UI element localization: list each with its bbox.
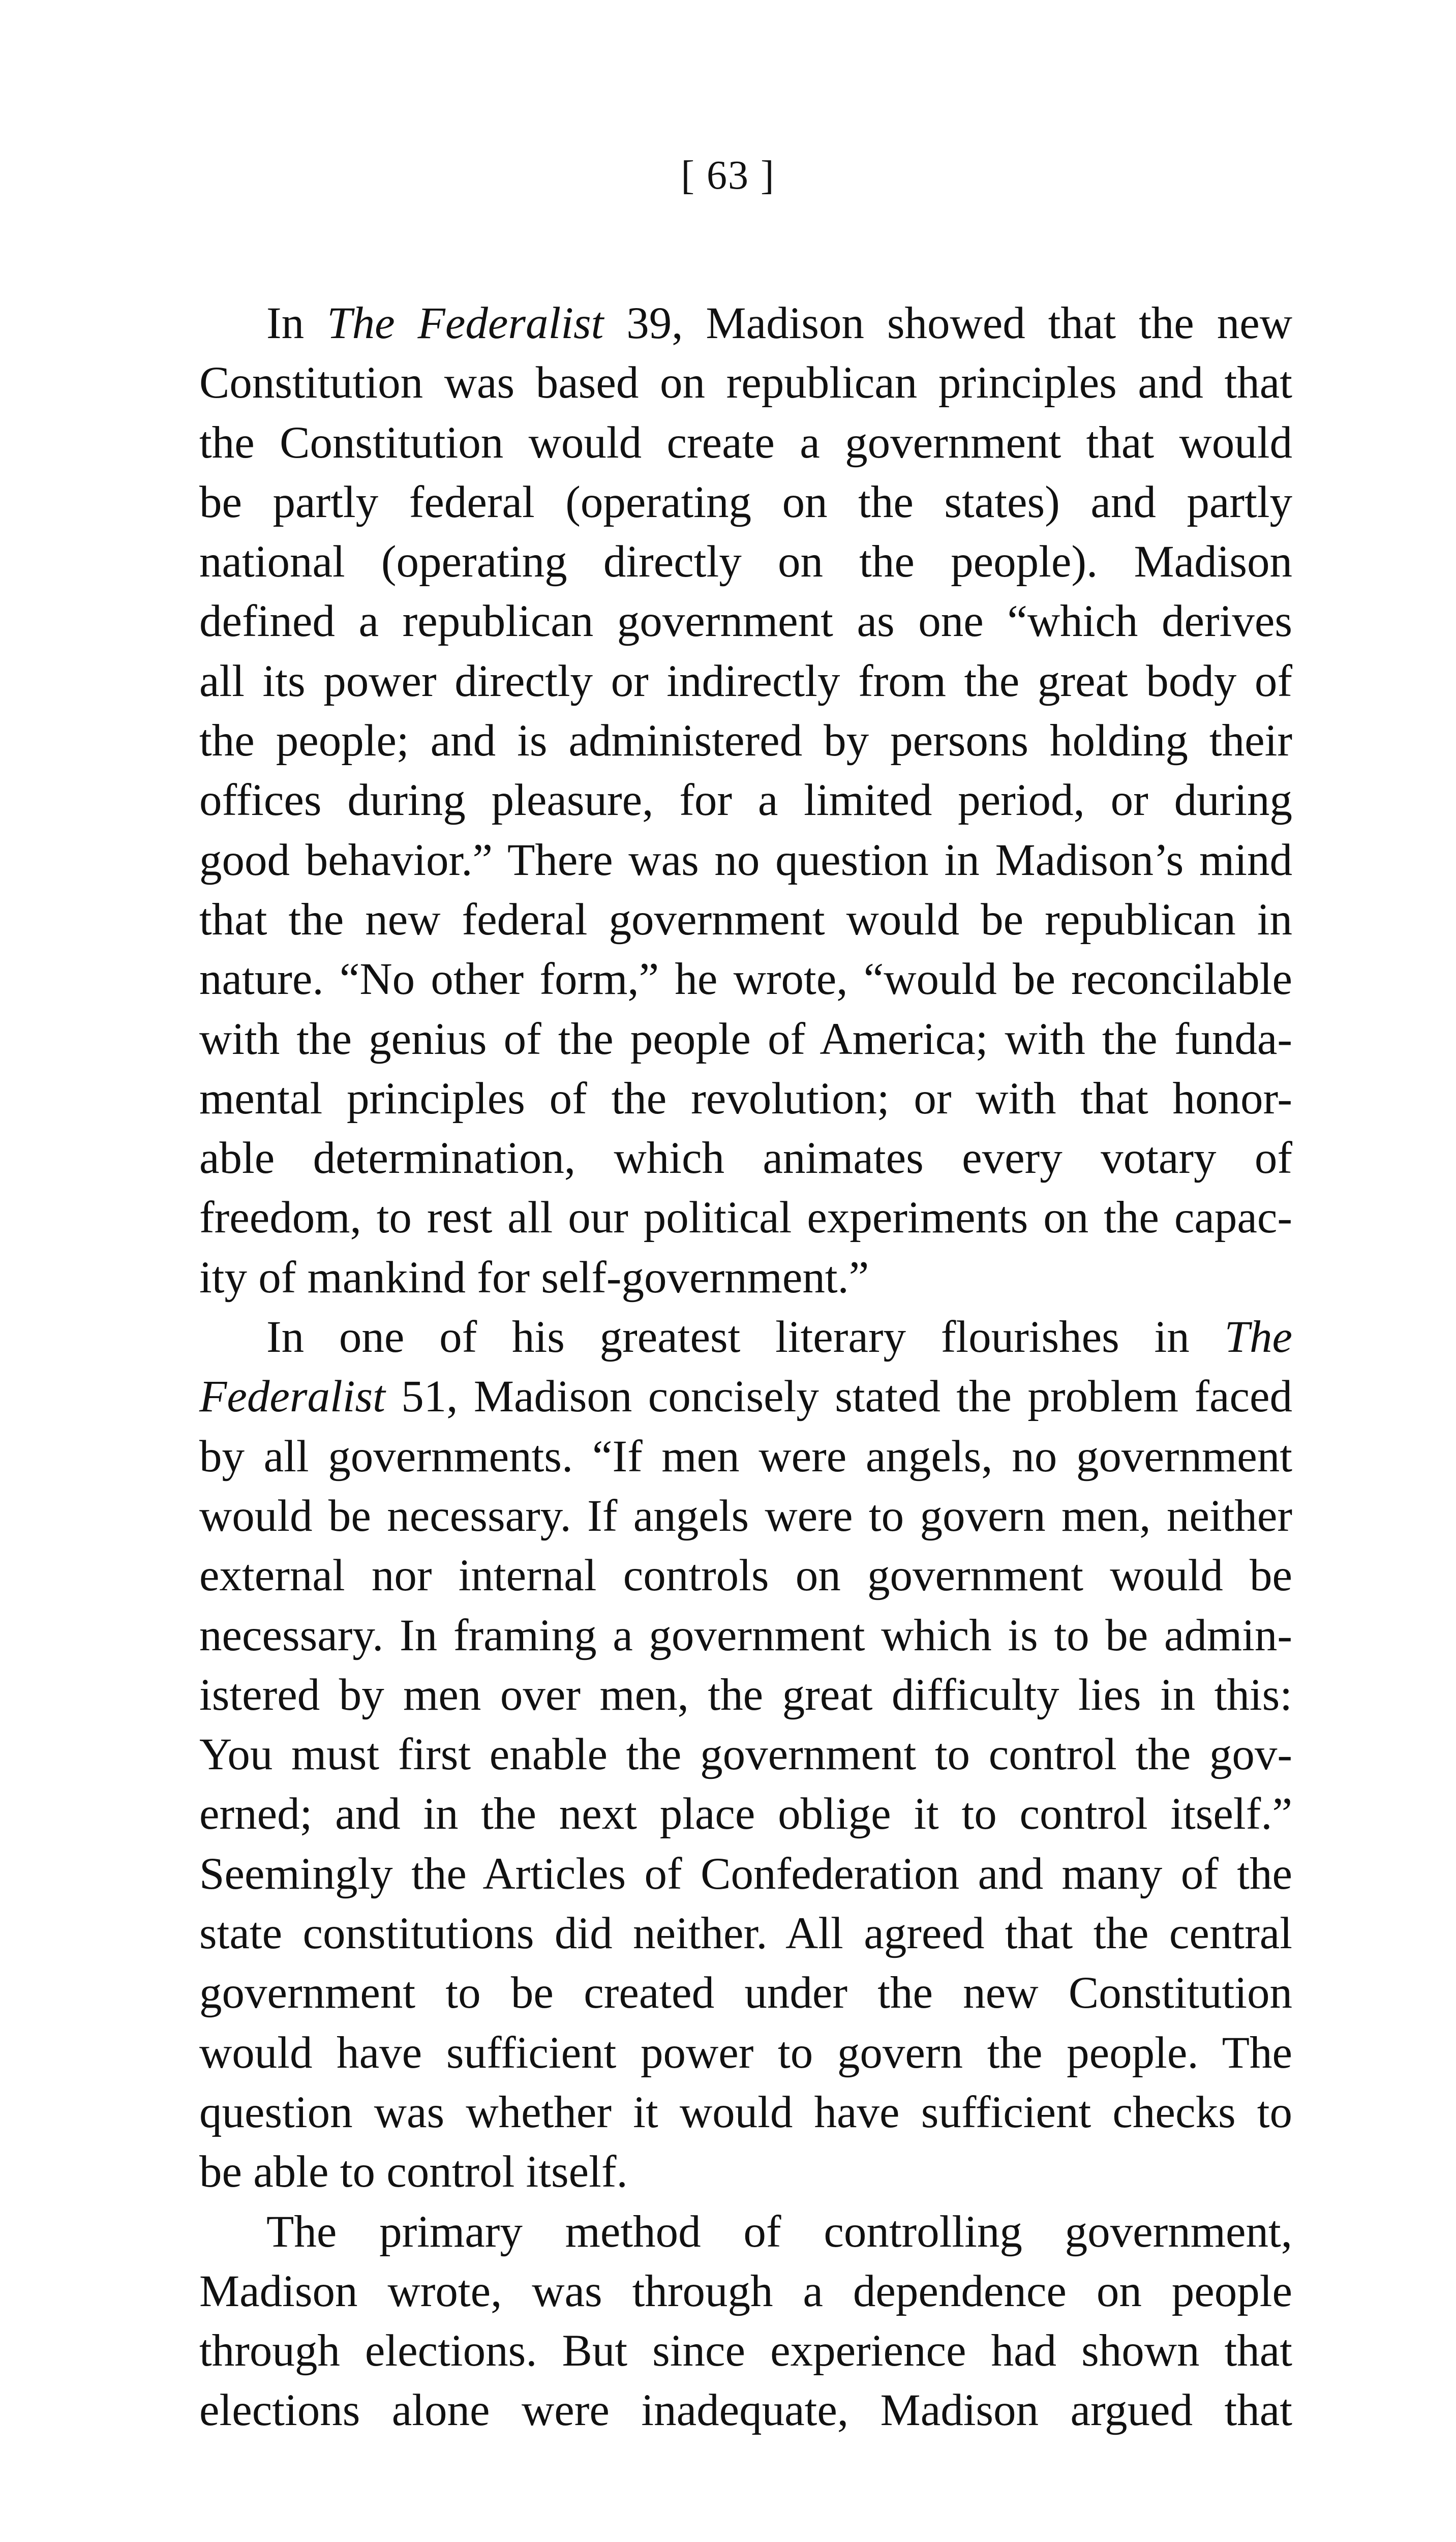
text-line xyxy=(199,1784,1292,1844)
text-line xyxy=(199,532,1292,592)
text-line xyxy=(199,831,1292,890)
text-run: question was whether it would have sufficient checks to xyxy=(199,2087,1292,2137)
text-line xyxy=(199,1904,1292,1963)
text-line xyxy=(199,1606,1292,1666)
text-line xyxy=(199,2262,1292,2321)
text-run: necessary. In framing a government which is to be admin- xyxy=(199,1610,1292,1660)
text-line xyxy=(199,353,1292,413)
text-run: all its power directly or indirectly from the great body of xyxy=(199,656,1292,706)
text-run: ity of mankind for self-government.” xyxy=(199,1252,869,1303)
text-run: freedom, to rest all our political experiments on the capac- xyxy=(199,1193,1292,1243)
text-line xyxy=(199,890,1292,950)
text-line xyxy=(199,413,1292,473)
text-line xyxy=(199,1367,1292,1427)
text-run: government to be created under the new Constitution xyxy=(199,1968,1292,2018)
text-run: Seemingly the Articles of Confederation and many of the xyxy=(199,1849,1292,1899)
text-line xyxy=(199,1487,1292,1546)
text-line xyxy=(199,1188,1292,1248)
text-line xyxy=(199,1308,1292,1367)
text-run: be partly federal (operating on the states) and partly xyxy=(199,477,1292,527)
text-run: by all governments. “If men were angels, no government xyxy=(199,1431,1292,1481)
text-line xyxy=(199,473,1292,532)
text-run: In xyxy=(266,298,327,348)
text-run: Madison wrote, was through a dependence on people xyxy=(199,2266,1292,2316)
text-line xyxy=(199,592,1292,651)
text-run: external nor internal controls on government would be xyxy=(199,1551,1292,1601)
text-line xyxy=(199,1666,1292,1725)
text-run: mental principles of the revolution; or with that honor- xyxy=(199,1073,1292,1124)
text-run: through elections. But since experience had shown that xyxy=(199,2326,1292,2376)
text-run: would have sufficient power to govern the people. The xyxy=(199,2027,1292,2078)
text-line xyxy=(199,1427,1292,1487)
text-line xyxy=(199,2381,1292,2440)
page-number: [ 63 ] xyxy=(681,153,775,198)
text-run: would be necessary. If angels were to govern men, neither xyxy=(199,1491,1292,1541)
text-run: The primary method of controlling government, xyxy=(266,2206,1292,2257)
text-run: istered by men over men, the great difficulty lies in this: xyxy=(199,1670,1292,1720)
text-run: elections alone were inadequate, Madison argued that xyxy=(199,2385,1292,2436)
text-run: with the genius of the people of America; with the funda- xyxy=(199,1014,1292,1064)
text-line xyxy=(199,2023,1292,2083)
text-line xyxy=(199,294,1292,353)
text-run: offices during pleasure, for a limited period, or during xyxy=(199,775,1292,826)
text-run: 51, Madison concisely stated the problem faced xyxy=(385,1372,1292,1422)
text-run: 39, Madison showed that the new xyxy=(603,298,1293,348)
text-run: nature. “No other form,” he wrote, “would be reconcilable xyxy=(199,954,1292,1005)
italic-title: The xyxy=(1224,1312,1292,1363)
text-run: defined a republican government as one “which derives xyxy=(199,596,1292,647)
body-text xyxy=(199,294,1292,2441)
text-line xyxy=(199,1010,1292,1069)
text-line xyxy=(199,771,1292,830)
text-run: You must first enable the government to control the gov- xyxy=(199,1730,1292,1780)
text-line xyxy=(199,2142,1292,2202)
text-run: state constitutions did neither. All agreed that the central xyxy=(199,1909,1292,1959)
text-run: able determination, which animates every votary of xyxy=(199,1133,1292,1184)
text-line xyxy=(199,1546,1292,1606)
text-run: Constitution was based on republican principles and that xyxy=(199,358,1292,408)
text-line xyxy=(199,711,1292,771)
text-line xyxy=(199,1248,1292,1308)
text-line xyxy=(199,950,1292,1009)
text-run: be able to control itself. xyxy=(199,2147,628,2197)
text-run: the Constitution would create a government that would xyxy=(199,417,1292,468)
italic-title: Federalist xyxy=(199,1372,385,1422)
text-run: good behavior.” There was no question in Madison’s mind xyxy=(199,835,1292,885)
text-line xyxy=(199,1129,1292,1188)
text-line xyxy=(199,1844,1292,1904)
text-line xyxy=(199,2083,1292,2142)
text-line xyxy=(199,2202,1292,2262)
text-line xyxy=(199,652,1292,711)
text-run: that the new federal government would be republican in xyxy=(199,894,1292,945)
italic-title: The Federalist xyxy=(327,298,604,348)
text-run: In one of his greatest literary flourishes in xyxy=(266,1312,1225,1363)
text-line xyxy=(199,1725,1292,1784)
text-run: national (operating directly on the people). Madison xyxy=(199,537,1292,587)
text-line xyxy=(199,1069,1292,1129)
text-line xyxy=(199,1963,1292,2023)
text-run: erned; and in the next place oblige it to control itself.” xyxy=(199,1789,1292,1839)
text-run: the people; and is administered by persons holding their xyxy=(199,716,1292,766)
text-line xyxy=(199,2321,1292,2381)
